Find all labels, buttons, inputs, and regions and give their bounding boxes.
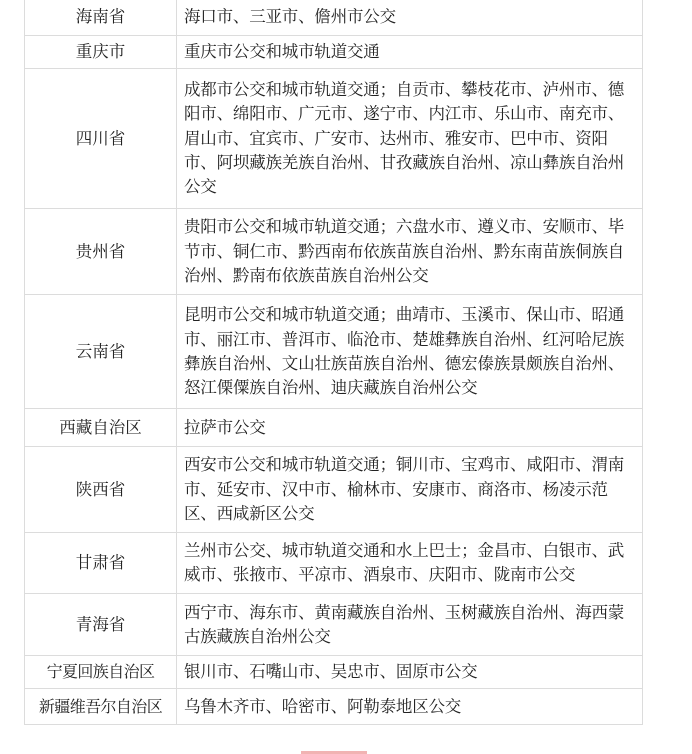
- province-cell: 西藏自治区: [25, 409, 177, 447]
- province-cell: 陕西省: [25, 447, 177, 533]
- province-cell: 贵州省: [25, 209, 177, 295]
- cities-cell: 西安市公交和城市轨道交通；铜川市、宝鸡市、咸阳市、渭南市、延安市、汉中市、榆林市、安康市、商洛市、杨凌示范区、西咸新区公交: [177, 447, 643, 533]
- province-cell: 海南省: [25, 0, 177, 36]
- cities-cell: 乌鲁木齐市、哈密市、阿勒泰地区公交: [177, 689, 643, 725]
- province-cell: 宁夏回族自治区: [25, 656, 177, 689]
- cities-cell: 成都市公交和城市轨道交通；自贡市、攀枝花市、泸州市、德阳市、绵阳市、广元市、遂宁市、内江市、乐山市、南充市、眉山市、宜宾市、广安市、达州市、雅安市、巴中市、资阳市、阿坝藏族羌族自治州、甘孜藏族自治州、凉山彝族自治州公交: [177, 69, 643, 209]
- province-cell: 新疆维吾尔自治区: [25, 689, 177, 725]
- province-cell: 重庆市: [25, 36, 177, 69]
- cities-cell: 重庆市公交和城市轨道交通: [177, 36, 643, 69]
- table-row: [25, 209, 643, 295]
- table-row: [25, 689, 643, 725]
- province-cell: 四川省: [25, 69, 177, 209]
- cities-cell: 银川市、石嘴山市、吴忠市、固原市公交: [177, 656, 643, 689]
- table-row: [25, 409, 643, 447]
- table-row: [25, 447, 643, 533]
- cities-cell: 西宁市、海东市、黄南藏族自治州、玉树藏族自治州、海西蒙古族藏族自治州公交: [177, 594, 643, 656]
- transit-coverage-table: [24, 0, 643, 725]
- province-cell: 青海省: [25, 594, 177, 656]
- province-cell: 云南省: [25, 295, 177, 409]
- table-row: [25, 656, 643, 689]
- table-row: [25, 295, 643, 409]
- table-row: [25, 36, 643, 69]
- table-row: [25, 594, 643, 656]
- table-row: [25, 533, 643, 594]
- table-row: [25, 69, 643, 209]
- province-cell: 甘肃省: [25, 533, 177, 594]
- cities-cell: 拉萨市公交: [177, 409, 643, 447]
- cities-cell: 海口市、三亚市、儋州市公交: [177, 0, 643, 36]
- cities-cell: 兰州市公交、城市轨道交通和水上巴士；金昌市、白银市、武威市、张掖市、平凉市、酒泉市、庆阳市、陇南市公交: [177, 533, 643, 594]
- table-row: [25, 0, 643, 36]
- cities-cell: 贵阳市公交和城市轨道交通；六盘水市、遵义市、安顺市、毕节市、铜仁市、黔西南布依族苗族自治州、黔东南苗族侗族自治州、黔南布依族苗族自治州公交: [177, 209, 643, 295]
- cities-cell: 昆明市公交和城市轨道交通；曲靖市、玉溪市、保山市、昭通市、丽江市、普洱市、临沧市、楚雄彝族自治州、红河哈尼族彝族自治州、文山壮族苗族自治州、德宏傣族景颇族自治州、怒江傈僳族自治州、迪庆藏族自治州公交: [177, 295, 643, 409]
- transit-table-container: [24, 0, 643, 725]
